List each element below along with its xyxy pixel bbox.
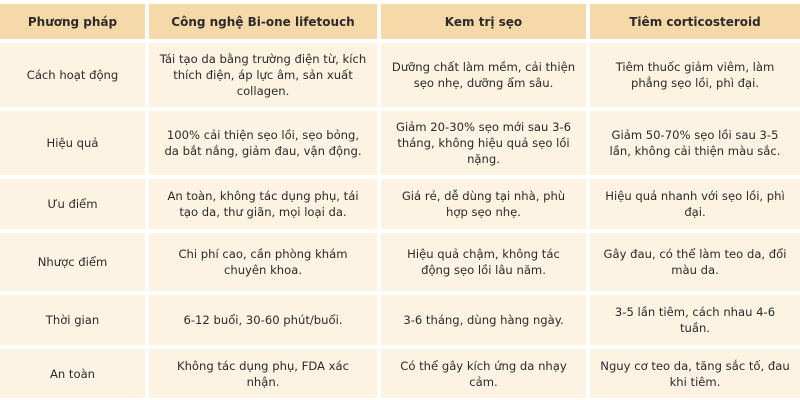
table-row bbox=[0, 179, 800, 229]
row-label: An toàn bbox=[0, 349, 145, 398]
table-cell: Dưỡng chất làm mềm, cải thiện sẹo nhẹ, dưỡng ẩm sâu. bbox=[381, 43, 586, 107]
table-row bbox=[0, 295, 800, 345]
table-row bbox=[0, 111, 800, 175]
table-cell: Chi phí cao, cần phòng khám chuyên khoa. bbox=[149, 233, 377, 291]
table-row bbox=[0, 233, 800, 291]
table-cell: 3-6 tháng, dùng hàng ngày. bbox=[381, 295, 586, 345]
table-row bbox=[0, 349, 800, 398]
header-cell: Tiêm corticosteroid bbox=[590, 4, 800, 39]
row-label: Nhược điểm bbox=[0, 233, 145, 291]
header-cell: Công nghệ Bi-one lifetouch bbox=[149, 4, 377, 39]
table-cell: Tái tạo da bằng trường điện từ, kích thích điện, áp lực âm, sản xuất collagen. bbox=[149, 43, 377, 107]
table-cell: Không tác dụng phụ, FDA xác nhận. bbox=[149, 349, 377, 398]
table-header-row bbox=[0, 4, 800, 39]
table-cell: Gây đau, có thể làm teo da, đổi màu da. bbox=[590, 233, 800, 291]
header-cell: Phương pháp bbox=[0, 4, 145, 39]
table-cell: 100% cải thiện sẹo lồi, sẹo bỏng, da bắt nắng, giảm đau, vận động. bbox=[149, 111, 377, 175]
table-cell: Giá rẻ, dễ dùng tại nhà, phù hợp sẹo nhẹ. bbox=[381, 179, 586, 229]
header-cell: Kem trị sẹo bbox=[381, 4, 586, 39]
row-label: Cách hoạt động bbox=[0, 43, 145, 107]
row-label: Thời gian bbox=[0, 295, 145, 345]
table-cell: Nguy cơ teo da, tăng sắc tố, đau khi tiêm. bbox=[590, 349, 800, 398]
table-cell: An toàn, không tác dụng phụ, tái tạo da, thư giãn, mọi loại da. bbox=[149, 179, 377, 229]
table-cell: Có thể gây kích ứng da nhạy cảm. bbox=[381, 349, 586, 398]
table-cell: Hiệu quả chậm, không tác động sẹo lồi lâu năm. bbox=[381, 233, 586, 291]
row-label: Ưu điểm bbox=[0, 179, 145, 229]
table-cell: 3-5 lần tiêm, cách nhau 4-6 tuần. bbox=[590, 295, 800, 345]
table-row bbox=[0, 43, 800, 107]
table-cell: Hiệu quả nhanh với sẹo lồi, phì đại. bbox=[590, 179, 800, 229]
table-cell: Tiêm thuốc giảm viêm, làm phẳng sẹo lồi, phì đại. bbox=[590, 43, 800, 107]
table-cell: Giảm 20-30% sẹo mới sau 3-6 tháng, không hiệu quả sẹo lồi nặng. bbox=[381, 111, 586, 175]
table-cell: Giảm 50-70% sẹo lồi sau 3-5 lần, không cải thiện màu sắc. bbox=[590, 111, 800, 175]
row-label: Hiệu quả bbox=[0, 111, 145, 175]
table-cell: 6-12 buổi, 30-60 phút/buổi. bbox=[149, 295, 377, 345]
